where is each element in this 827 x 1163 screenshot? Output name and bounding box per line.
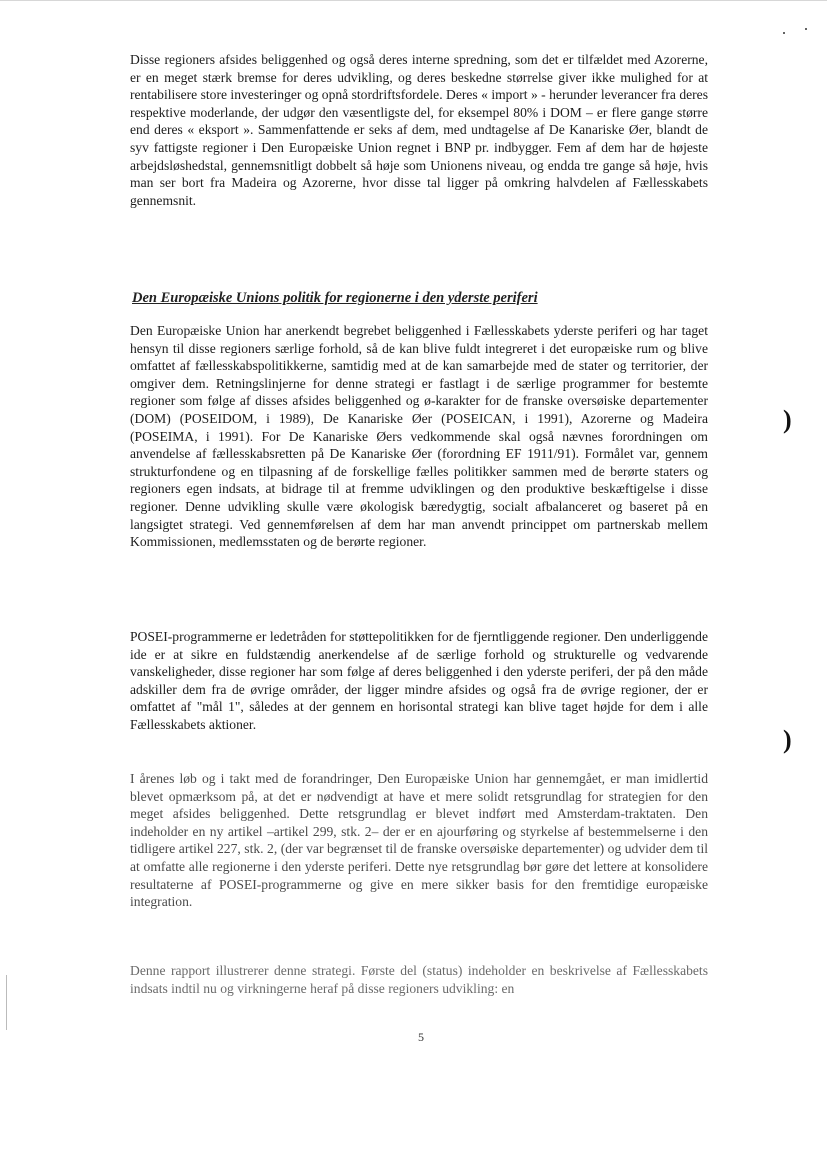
page-number: 5 bbox=[418, 1030, 424, 1044]
section-heading: Den Europæiske Unions politik for regionerne i den yderste periferi bbox=[132, 290, 538, 306]
paragraph-posei: POSEI-programmerne er ledetråden for støttepolitikken for de fjerntliggende regioner. Den underliggende ide er at sikre en fuldstændig anerkendelse af de særlige forhold og strukturelle og vedvarende vanskeligheder, disse regioner har som følge af deres beliggenhed i den yderste periferi, der på den måde adskiller dem fra de øvrige områder, der ligger mindre afsides og også fra de øvrige regioner, der er omfattet af "mål 1", således at der gennem en horisontal strategi kan blive taget højde for dem i alle Fællesskabets aktioner. bbox=[130, 629, 708, 732]
margin-bracket-mark: ) bbox=[783, 405, 792, 434]
paragraph-intro: Disse regioners afsides beliggenhed og også deres interne spredning, som det er tilfældet med Azorerne, er en meget stærk bremse for deres udvikling, og deres beskedne størrelse giver ikke mulighed for at rentabilisere store investeringer og opnå stordriftsfordele. Deres « import » - herunder leverancer fra deres respektive moderlande, der udgør den væsentligste del, for eksempel 80% i DOM – er flere gange større end deres « eksport ». Sammenfattende er seks af dem, med undtagelse af De Kanariske Øer, blandt de syv fattigste regioner i Den Europæiske Union regnet i BNP pr. indbygger. Fem af dem har de højeste arbejdsløshedstal, gennemsnitligt dobbelt så høje som Unionens niveau, og endda tre gange så høje, hvis man ser bort fra Madeira og Azorerne, hvor disse tal ligger på omkring halvdelen af Fællesskabets gennemsnit. bbox=[130, 52, 708, 208]
margin-bracket-mark: ) bbox=[783, 725, 792, 754]
paragraph-policy: Den Europæiske Union har anerkendt begrebet beliggenhed i Fællesskabets yderste periferi og har taget hensyn til disse regioners særlige forhold, så de kan blive fuldt integreret i det europæiske rum og blive omfattet af fællesskabspolitikkerne, samtidig med at de kan samarbejde med de stater og territorier, der omgiver dem. Retningslinjerne for denne strategi er fastlagt i de særlige programmer for bestemte regioner som følge af disses afsides beliggenhed og ø-karakter for de franske oversøiske departementer (DOM) (POSEIDOM, i 1989), De Kanariske Øer (POSEICAN, i 1991), Azorerne og Madeira (POSEIMA, i 1991). For De Kanariske Øers vedkommende skal også nævnes forordningen om anvendelse af fællesskabsretten på De Kanariske Øer (forordning EF 1911/91). Formålet var, gennem strukturfondene og en tilpasning af de forskellige fælles politikker sammen med de berørte staters og regioners egen indsats, at bidrage til at fremme udviklingen og den produktive beskæftigelse i disse regioner. Denne udvikling skulle være økologisk bæredygtig, socialt afbalanceret og baseret på en langsigtet strategi. Ved gennemførelsen af dem har man anvendt princippet om partnerskab mellem Kommissionen, medlemsstaten og de berørte regioner. bbox=[130, 323, 708, 550]
scan-speck bbox=[783, 32, 785, 34]
scan-speck bbox=[805, 28, 807, 30]
scan-top-edge bbox=[0, 0, 827, 1]
paragraph-legal-basis: I årenes løb og i takt med de forandringer, Den Europæiske Union har gennemgået, er man imidlertid blevet opmærksom på, at det er nødvendigt at have et mere solidt retsgrundlag for strategien for den meget afsides beliggenhed. Dette retsgrundlag er blevet indført med Amsterdam-traktaten. Den indeholder en ny artikel –artikel 299, stk. 2– der er en ajourføring og styrkelse af bestemmelserne i den tidligere artikel 227, stk. 2, (der var begrænset til de franske oversøiske departementer) og udvider dem til at omfatte alle regionerne i den yderste periferi. Dette nye retsgrundlag bør gøre det lettere at konsolidere resultaterne af POSEI-programmerne og give en mere sikker basis for den fremtidige europæiske integration. bbox=[130, 771, 708, 910]
paragraph-report: Denne rapport illustrerer denne strategi. Første del (status) indeholder en beskrivelse af Fællesskabets indsats indtil nu og virkningerne heraf på disse regioners udvikling: en bbox=[130, 963, 708, 996]
scan-edge-line bbox=[6, 975, 7, 1030]
